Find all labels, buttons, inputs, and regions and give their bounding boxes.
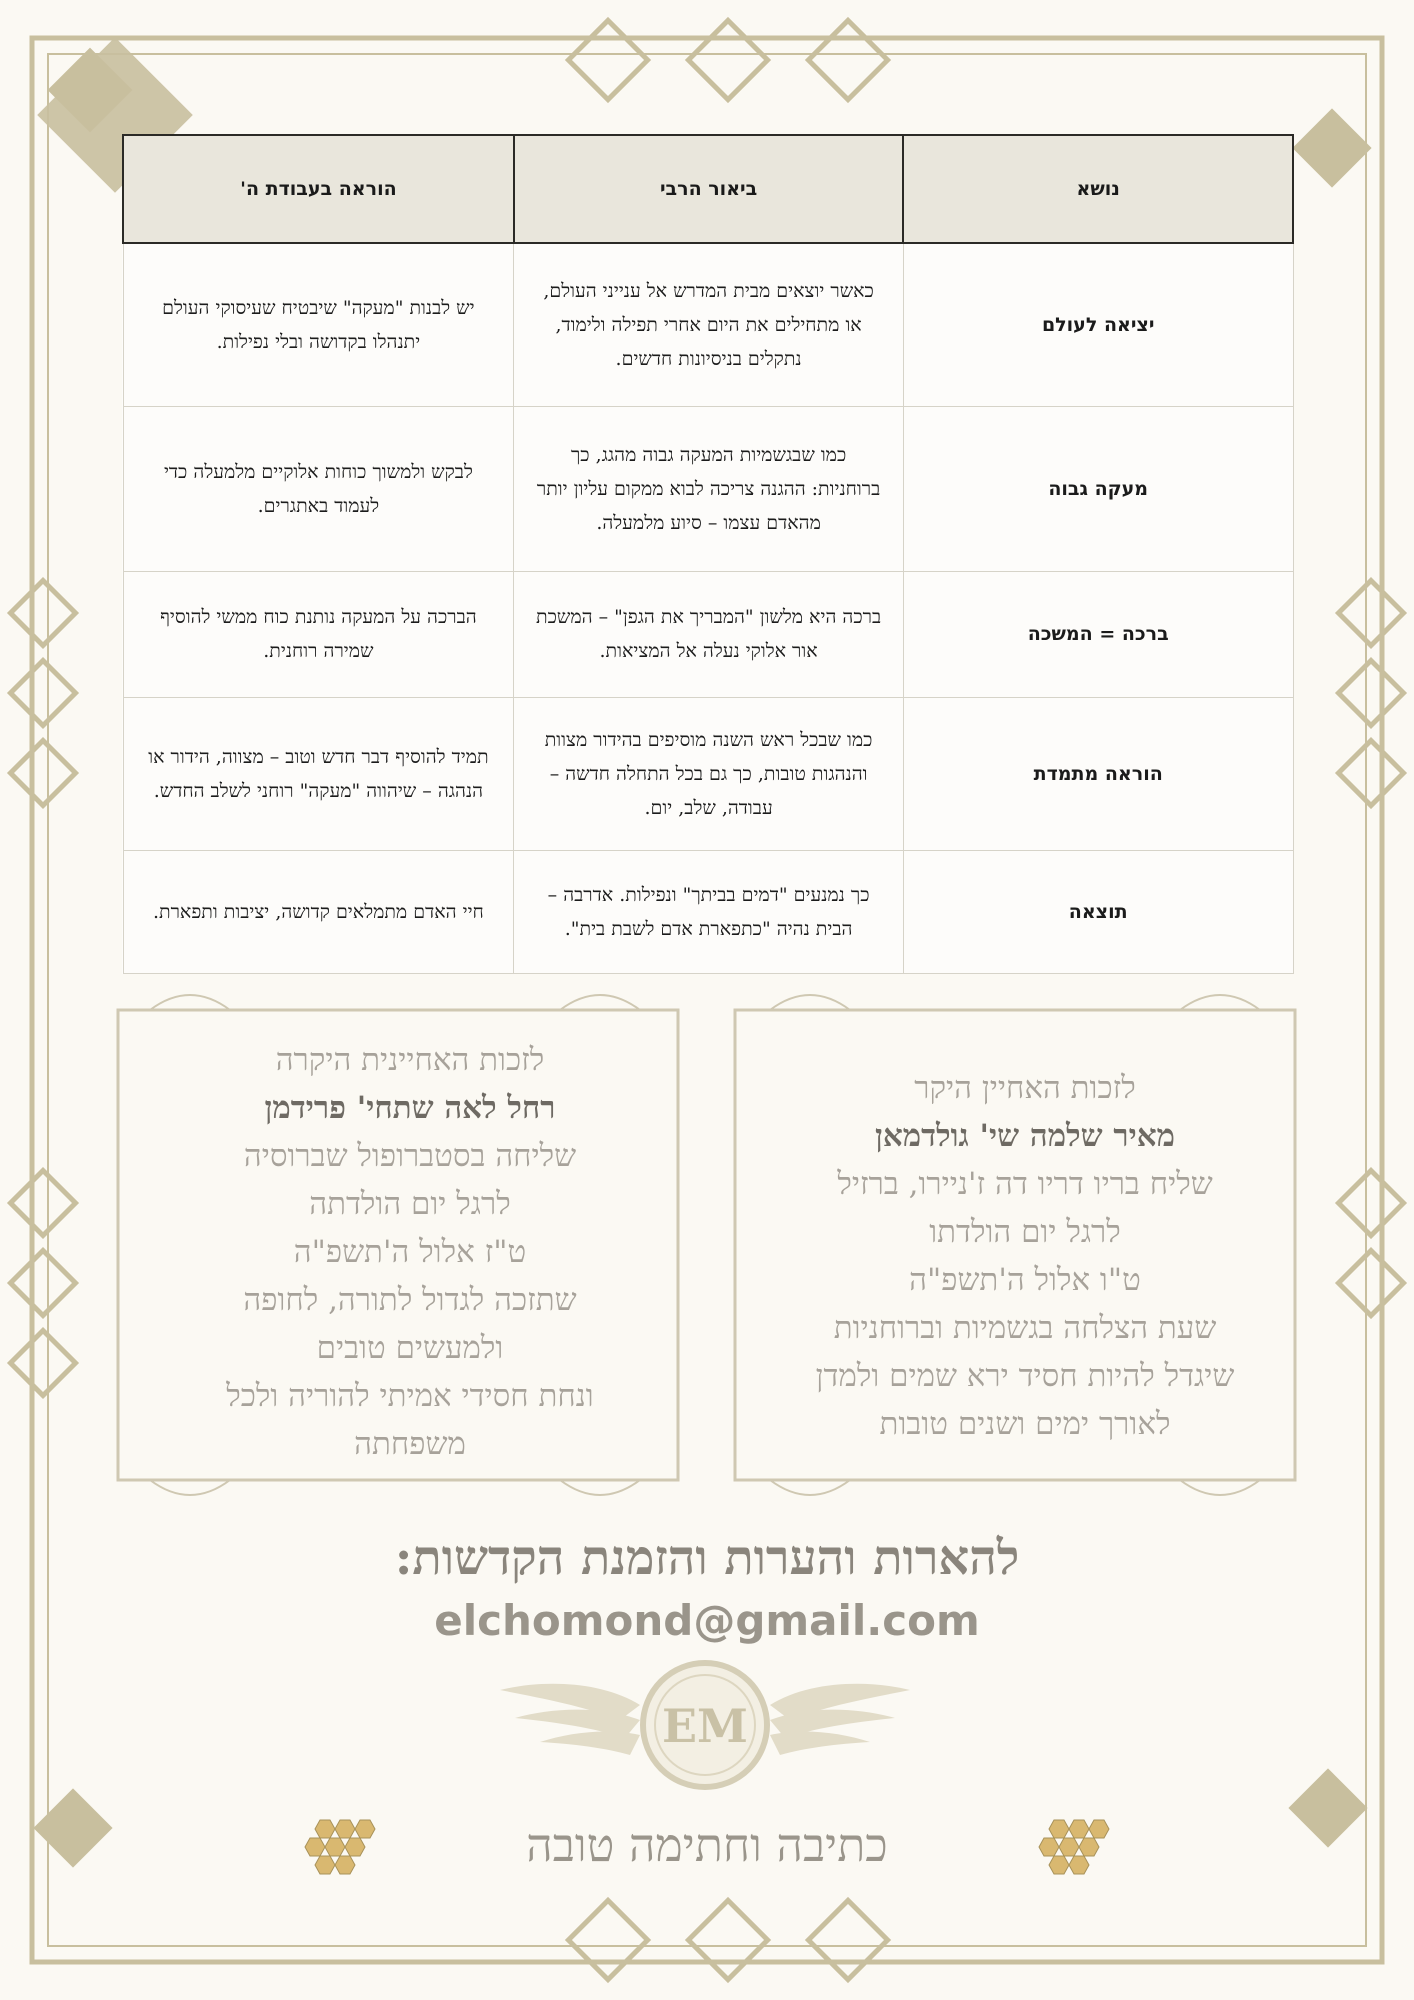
logo-monogram: EM [662, 1699, 748, 1753]
instruction-cell: הברכה על המעקה נותנת כוח ממשי להוסיף שמירה רוחנית. [123, 571, 514, 697]
dedication-line: שעת הצלחה בגשמיות וברוחניות [833, 1310, 1217, 1346]
explanation-cell: ברכה היא מלשון "המבריך את הגפן" – המשכת אור אלוקי נעלה אל המציאות. [514, 571, 904, 697]
commentary-table-container [122, 134, 1294, 974]
dedication-right [760, 1064, 1290, 1448]
honeycomb-icon [300, 1815, 380, 1875]
instruction-cell: לבקש ולמשוך כוחות אלוקיים מלמעלה כדי לעמוד באתגרים. [123, 406, 514, 571]
table-row [123, 406, 1293, 571]
topic-cell: תוצאה [903, 850, 1293, 973]
dedication-line: לזכות האחיינית היקרה [275, 1042, 545, 1078]
instruction-cell: תמיד להוסיף דבר חדש וטוב – מצווה, הידור או הנהגה – שיהווה "מעקה" רוחני לשלב החדש. [123, 697, 514, 850]
dedication-line: שליח בריו דריו דה ז'ניירו, ברזיל [837, 1166, 1213, 1202]
header-instruction: הוראה בעבודת ה' [123, 135, 514, 243]
honeycomb-icon [1034, 1815, 1114, 1875]
commentary-table [122, 134, 1294, 974]
dedication-line: משפחתה [354, 1426, 466, 1462]
dedication-line: לרגל יום הולדתה [309, 1186, 511, 1222]
footer-greeting [300, 1810, 1114, 1880]
instruction-cell: יש לבנות "מעקה" שיבטיח שעיסוקי העולם יתנהלו בקדושה ובלי נפילות. [123, 243, 514, 406]
contact-title: להארות והערות והזמנת הקדשות: [394, 1530, 1020, 1586]
dedication-line: ט"ו אלול ה'תשפ"ה [909, 1262, 1141, 1298]
topic-cell: מעקה גבוה [903, 406, 1293, 571]
dedication-line: ט"ז אלול ה'תשפ"ה [293, 1234, 527, 1270]
explanation-cell: כמו שבגשמיות המעקה גבוה מהגג, כך ברוחניות: ההגנה צריכה לבוא ממקום עליון יותר מהאדם עצמו – סיוע מלמעלה. [514, 406, 904, 571]
dedication-name: רחל לאה שתחי' פרידמן [264, 1090, 556, 1126]
topic-cell: ברכה = המשכה [903, 571, 1293, 697]
dedication-line: שליחה בסטברופול שברוסיה [243, 1138, 577, 1174]
table-header-row [123, 135, 1293, 243]
table-row [123, 697, 1293, 850]
contact-email-link[interactable]: elchomond@gmail.com [434, 1596, 980, 1645]
table-row [123, 850, 1293, 973]
explanation-cell: כמו שבכל ראש השנה מוסיפים בהידור מצוות והנהגות טובות, כך גם בכל התחלה חדשה – עבודה, שלב, יום. [514, 697, 904, 850]
table-row [123, 571, 1293, 697]
dedication-line: ונחת חסידי אמיתי להוריה ולכל [226, 1378, 594, 1414]
dedication-line: לאורך ימים ושנים טובות [879, 1406, 1171, 1442]
table-row [123, 243, 1293, 406]
dedication-line: לזכות האחיין היקר [914, 1070, 1136, 1106]
footer-text: כתיבה וחתימה טובה [526, 1818, 888, 1872]
dedication-left [150, 1036, 670, 1468]
explanation-cell: כך נמנעים "דמים בביתך" ונפילות. אדרבה – הבית נהיה "כתפארת אדם לשבת בית". [514, 850, 904, 973]
header-topic: נושא [903, 135, 1293, 243]
dedication-name: מאיר שלמה שי' גולדמאן [875, 1118, 1175, 1154]
topic-cell: יציאה לעולם [903, 243, 1293, 406]
dedication-line: שיגדל להיות חסיד ירא שמים ולמדן [815, 1358, 1235, 1394]
topic-cell: הוראה מתמדת [903, 697, 1293, 850]
explanation-cell: כאשר יוצאים מבית המדרש אל ענייני העולם, או מתחילים את היום אחרי תפילה ולימוד, נתקלים בניסיונות חדשים. [514, 243, 904, 406]
dedication-line: ולמעשים טובים [316, 1330, 504, 1366]
dedication-line: שתזכה לגדול לתורה, לחופה [243, 1282, 577, 1318]
header-explanation: ביאור הרבי [514, 135, 904, 243]
dedication-line: לרגל יום הולדתו [929, 1214, 1121, 1250]
instruction-cell: חיי האדם מתמלאים קדושה, יציבות ותפארת. [123, 850, 514, 973]
em-winged-logo [500, 1650, 910, 1800]
